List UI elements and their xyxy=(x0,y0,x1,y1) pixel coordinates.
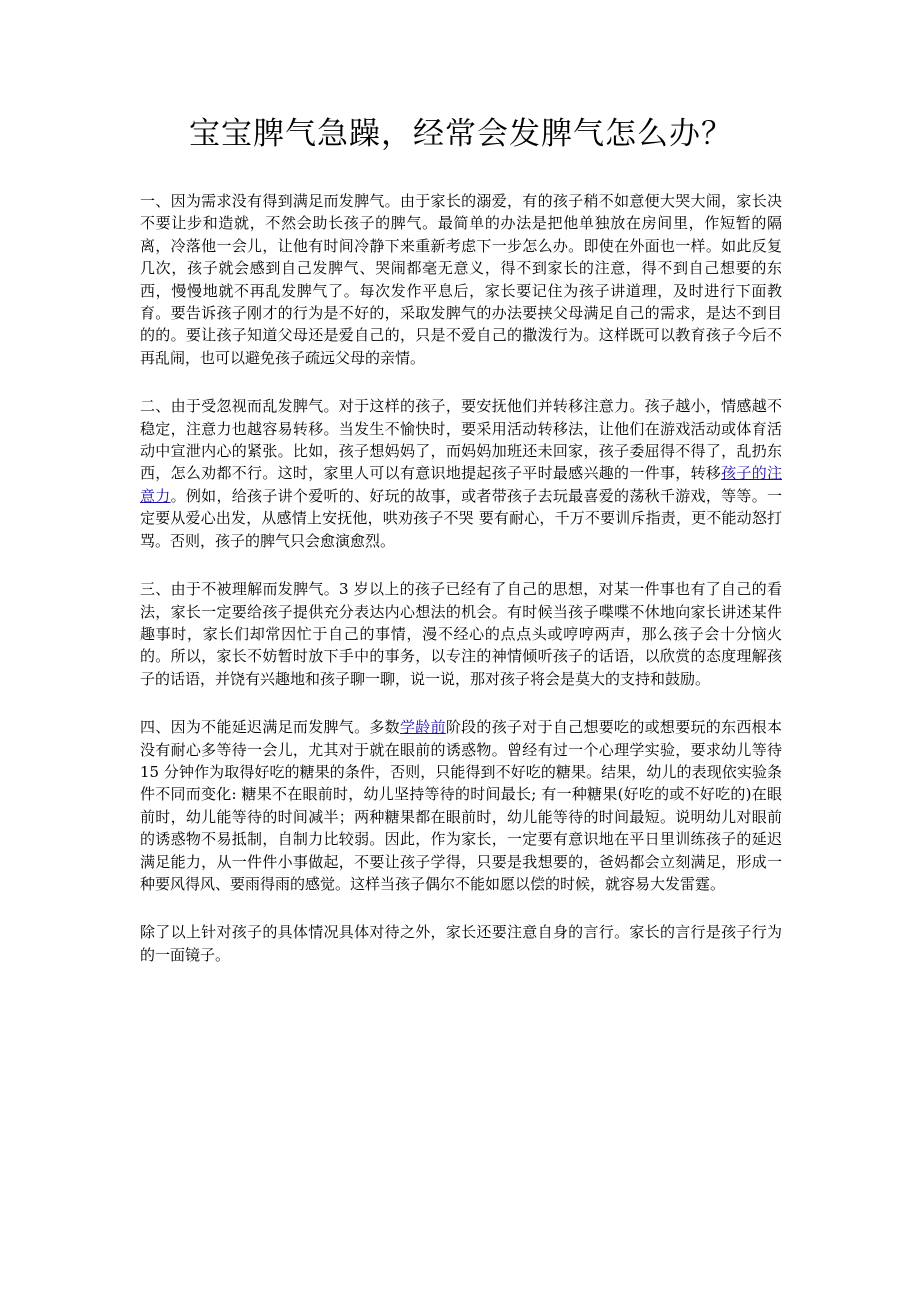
document-title: 宝宝脾气急躁，经常会发脾气怎么办？ xyxy=(189,116,733,152)
attention-link[interactable]: 孩子的注意力 xyxy=(140,464,782,505)
paragraph-1: 一、因为需求没有得到满足而发脾气。由于家长的溺爱，有的孩子稍不如意便大哭大闹，家长决不要让步和造就，不然会助长孩子的脾气。最简单的办法是把他单独放在房间里，作短暂的隔离，冷落他一会儿，让他有时间冷静下来重新考虑下一步怎么办。即使在外面也一样。如此反复几次，孩子就会感到自己发脾气、哭闹都毫无意义，得不到家长的注意，得不到自己想要的东西，慢慢地就不再乱发脾气了。每次发作平息后，家长要记住为孩子讲道理，及时进行下面教育。要告诉孩子刚才的行为是不好的，采取发脾气的办法要挟父母满足自己的需求，是达不到目的的。要让孩子知道父母还是爱自己的，只是不爱自己的撒泼行为。这样既可以教育孩子今后不再乱闹，也可以避免孩子疏远父母的亲情。 xyxy=(140,192,782,367)
paragraph-3: 三、由于不被理解而发脾气。3 岁以上的孩子已经有了自己的思想，对某一件事也有了自己的看法，家长一定要给孩子提供充分表达内心想法的机会。有时候当孩子喋喋不休地向家长讲述某件趣事时，家长们却常因忙于自己的事情，漫不经心的点点头或哼哼两声，那么孩子会十分恼火的。所以，家长不妨暂时放下手中的事务，以专注的神情倾听孩子的话语，以欣赏的态度理解孩子的话语，并饶有兴趣地和孩子聊一聊，说一说，那对孩子将会是莫大的支持和鼓励。 xyxy=(140,580,782,688)
paragraph-2-text-before: 二、由于受忽视而乱发脾气。对于这样的孩子，要安抚他们并转移注意力。孩子越小，情感越不稳定，注意力也越容易转移。当发生不愉快时，要采用活动转移法，让他们在游戏活动或体育活动中宣泄内心的紧张。比如，孩子想妈妈了，而妈妈加班还未回家，孩子委屈得不得了，乱扔东西，怎么劝都不行。这时，家里人可以有意识地提起孩子平时最感兴趣的一件事，转移 xyxy=(140,397,782,483)
paragraph-4 xyxy=(140,716,782,895)
paragraph-5: 除了以上针对孩子的具体情况具体对待之外，家长还要注意自身的言行。家长的言行是孩子行为的一面镜子。 xyxy=(140,923,782,964)
document-page xyxy=(140,112,782,992)
paragraph-4-text-after: 阶段的孩子对于自己想要吃的或想要玩的东西根本没有耐心多等待一会儿，尤其对于就在眼前的诱惑物。曾经有过一个心理学实验，要求幼儿等待 15 分钟作为取得好吃的糖果的条件，否则，只能得到不好吃的糖果。结果，幼儿的表现依实验条件不同而变化: 糖果不在眼前时，幼儿坚持等待的时间最长; 有一种糖果(好吃的或不好吃的)在眼前时，幼儿能等待的时间减半；两种糖果都在眼前时，幼儿能等待的时间最短。说明幼儿对眼前的诱惑物不易抵制，自制力比较弱。因此，作为家长，一定要有意识地在平日里训练孩子的延迟满足能力，从一件件小事做起，不要让孩子学得，只要是我想要的，爸妈都会立刻满足，形成一种要风得风、要雨得雨的感觉。这样当孩子偶尔不能如愿以偿的时候，就容易大发雷霆。 xyxy=(140,718,782,893)
paragraph-4-text-before: 四、因为不能延迟满足而发脾气。多数 xyxy=(140,718,400,737)
paragraph-2-text-after: 。例如，给孩子讲个爱听的、好玩的故事，或者带孩子去玩最喜爱的荡秋千游戏，等等。一定要从爱心出发，从感情上安抚他，哄劝孩子不哭 要有耐心，千万不要训斥指责，更不能动怒打骂。否则，孩子的脾气只会愈演愈烈。 xyxy=(140,486,782,550)
paragraph-2 xyxy=(140,395,782,552)
preschool-link[interactable]: 学龄前 xyxy=(399,718,446,737)
